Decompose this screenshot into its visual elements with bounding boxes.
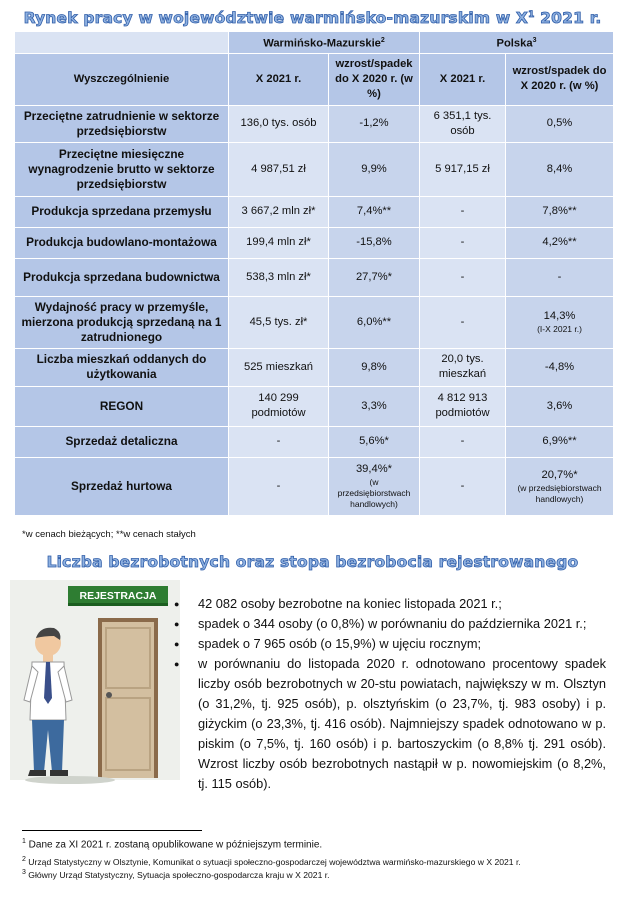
cell-pl-change: -4,8% [506, 348, 614, 386]
table-note: *w cenach bieżących; **w cenach stałych [22, 529, 196, 540]
table-row [15, 105, 614, 142]
cell-wm-value: 538,3 mln zł* [229, 258, 329, 296]
door-handle-icon [106, 692, 112, 698]
bullet-item: ● spadek o 344 osoby (o 0,8%) w porównaniu do października 2021 r.; [176, 614, 606, 634]
page-title: Rynek pracy w województwie warmińsko-mazurskim w $X^1$ 2021 r. [23, 9, 602, 27]
row-label: Produkcja sprzedana przemysłu [15, 196, 229, 227]
header-wm-x: X 2021 r. [229, 53, 329, 105]
cell-wm-change: 27,7%* [329, 258, 420, 296]
row-label: Przeciętne miesięczne wynagrodzenie brutto w sektorze przedsiębiorstw [15, 142, 229, 196]
table-row [15, 196, 614, 227]
cell-pl-change: 3,6% [506, 386, 614, 426]
cell-wm-change: 39,4%* (w przedsiębiorstwach handlowych) [329, 457, 420, 515]
row-label: Sprzedaż detaliczna [15, 426, 229, 457]
table-row [15, 227, 614, 258]
bullet-item: ● w porównaniu do listopada 2020 r. odnotowano procentowy spadek liczby osób bezrobotnych w 20-stu powiatach, największy w m. Olsztyn (o 31,2%, tj. 925 osób), p. olsztyńskim (o 23,7%, tj. 983 osoby) i p. giżyckim (o 23,3%, tj. 416 osób). Najmniejszy spadek odnotowano w p. piskim (o 7,5%, tj. 160 osób) i p. bartoszyckim (o 8,8% tj. 291 osób). Wzrost liczby osób bezrobotnych nastąpił w p. nowomiejskim (o 8,2%, tj. 115 osób). [176, 654, 606, 794]
cell-pl-change: 8,4% [506, 142, 614, 196]
cell-pl-change: 0,5% [506, 105, 614, 142]
cell-wm-value: 3 667,2 mln zł* [229, 196, 329, 227]
cell-note: (w przedsiębiorstwach handlowych) [337, 477, 411, 510]
table-row [15, 426, 614, 457]
unemployment-bullets [176, 594, 606, 794]
cell-note: (I-X 2021 r.) [537, 324, 582, 335]
cell-wm-change: -15,8% [329, 227, 420, 258]
row-label: Produkcja budowlano-montażowa [15, 227, 229, 258]
cell-wm-change: 9,9% [329, 142, 420, 196]
cell-pl-value: 6 351,1 tys. osób [420, 105, 506, 142]
row-label: Liczba mieszkań oddanych do użytkowania [15, 348, 229, 386]
row-label: Sprzedaż hurtowa [15, 457, 229, 515]
header-pl-change: wzrost/spadek do X 2020 r. (w %) [506, 53, 614, 105]
cell-pl-change: 7,8%** [506, 196, 614, 227]
footnote-3: $^3$ Główny Urząd Statystyczny, Sytuacja społeczno-gospodarcza kraju w X 2021 r. [22, 869, 330, 880]
header-pl-x: X 2021 r. [420, 53, 506, 105]
header-wm-change: wzrost/spadek do X 2020 r. (w %) [329, 53, 420, 105]
cell-wm-change: -1,2% [329, 105, 420, 142]
cell-wm-change: 6,0%** [329, 296, 420, 348]
table-row [15, 386, 614, 426]
cell-pl-value: 5 917,15 zł [420, 142, 506, 196]
cell-pl-change: - [506, 258, 614, 296]
cell-wm-value: 45,5 tys. zł* [229, 296, 329, 348]
cell-pl-value: - [420, 296, 506, 348]
cell-wm-value: 199,4 mln zł* [229, 227, 329, 258]
cell-pl-value: - [420, 258, 506, 296]
cell-pl-value: - [420, 196, 506, 227]
cell-wm-value: - [229, 457, 329, 515]
row-label: Przeciętne zatrudnienie w sektorze przedsiębiorstw [15, 105, 229, 142]
row-label: REGON [15, 386, 229, 426]
footnote-separator [22, 830, 202, 831]
cell-wm-change: 5,6%* [329, 426, 420, 457]
cell-wm-change: 3,3% [329, 386, 420, 426]
footnote-1: $^1$ Dane za XI 2021 r. zostaną opublikowane w późniejszym terminie. [22, 838, 323, 851]
cell-note: (w przedsiębiorstwach handlowych) [517, 482, 602, 504]
registration-illustration [10, 580, 180, 790]
header-label: Wyszczególnienie [15, 53, 229, 105]
cell-wm-value: 136,0 tys. osób [229, 105, 329, 142]
header-region-wm: Warmińsko-Mazurskie$^2$ [229, 32, 420, 54]
row-label: Wydajność pracy w przemyśle, mierzona produkcją sprzedaną na 1 zatrudnionego [15, 296, 229, 348]
cell-pl-value: - [420, 457, 506, 515]
cell-wm-value: 4 987,51 zł [229, 142, 329, 196]
cell-pl-change: 6,9%** [506, 426, 614, 457]
table-row [15, 296, 614, 348]
labour-market-table [14, 31, 614, 516]
table-row [15, 258, 614, 296]
table-row [15, 142, 614, 196]
header-region-pl: Polska$^3$ [420, 32, 614, 54]
cell-wm-value: 525 mieszkań [229, 348, 329, 386]
door [102, 622, 154, 778]
table-row [15, 457, 614, 515]
bullet-item: ● 42 082 osoby bezrobotne na koniec listopada 2021 r.; [176, 594, 606, 614]
cell-wm-change: 7,4%** [329, 196, 420, 227]
bullet-item: ● spadek o 7 965 osób (o 15,9%) w ujęciu rocznym; [176, 634, 606, 654]
cell-pl-change: 4,2%** [506, 227, 614, 258]
cell-pl-value: - [420, 227, 506, 258]
row-label: Produkcja sprzedana budownictwa [15, 258, 229, 296]
cell-wm-value: 140 299 podmiotów [229, 386, 329, 426]
registration-sign: REJESTRACJA [68, 586, 168, 606]
cell-wm-change: 9,8% [329, 348, 420, 386]
cell-pl-change: 14,3% (I-X 2021 r.) [506, 296, 614, 348]
table-row [15, 348, 614, 386]
footnote-2: $^2$ Urząd Statystyczny w Olsztynie, Komunikat o sytuacji społeczno-gospodarczej województwa warmińsko-mazurskiego w X 2021 r. [22, 856, 521, 867]
empty-corner [15, 32, 229, 54]
cell-wm-value: - [229, 426, 329, 457]
cell-pl-value: 20,0 tys. mieszkań [420, 348, 506, 386]
cell-pl-value: 4 812 913 podmiotów [420, 386, 506, 426]
cell-pl-change: 20,7%* (w przedsiębiorstwach handlowych) [506, 457, 614, 515]
cell-pl-value: - [420, 426, 506, 457]
section-title: Liczba bezrobotnych oraz stopa bezrobocia rejestrowanego [46, 553, 579, 571]
